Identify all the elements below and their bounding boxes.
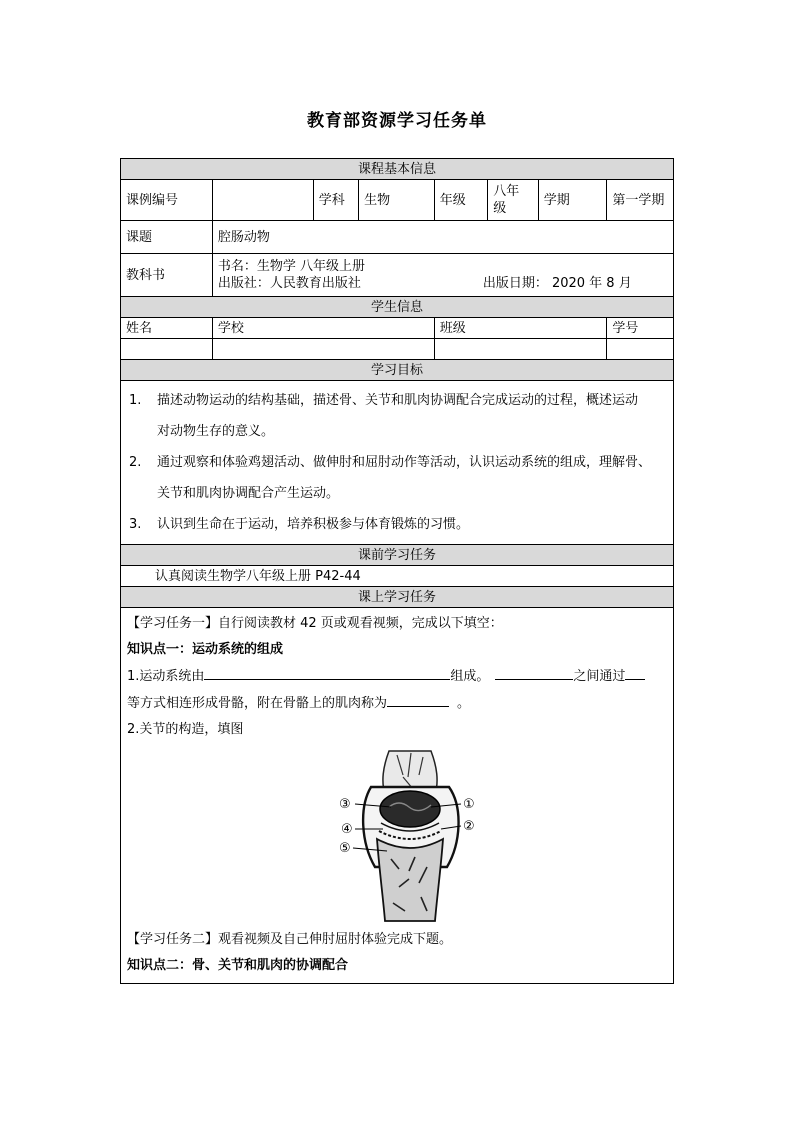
- q1-blank-1[interactable]: [204, 663, 450, 680]
- term-value-text: 第一学期: [612, 192, 665, 208]
- joint-figure: [127, 747, 667, 925]
- grade-value-text: 八年级: [493, 184, 520, 216]
- term-value: [607, 180, 674, 221]
- pre-class-header: 课前学习任务: [121, 545, 674, 566]
- grade-value: [488, 180, 538, 221]
- q1-blank-3[interactable]: [625, 663, 645, 680]
- in-class-header-row: [121, 587, 674, 608]
- textbook-label: 教科书: [121, 254, 213, 297]
- textbook-value: [212, 254, 673, 297]
- page-title: 教育部资源学习任务单: [307, 111, 487, 131]
- label-4: ④: [341, 822, 353, 837]
- pre-class-row: [121, 566, 674, 587]
- q1-text-b: 组成。: [450, 669, 490, 684]
- goal-text: [157, 447, 651, 509]
- pub-date: 出版日期： 2020 年 8 月: [482, 276, 632, 291]
- publisher-line: [218, 275, 668, 292]
- student-class-label: 班级: [434, 318, 607, 339]
- task1-heading: 【学习任务一】自行阅读教材 42 页或观看视频，完成以下填空：: [127, 616, 503, 631]
- course-info-header: 课程基本信息: [121, 159, 674, 180]
- textbook-row: [121, 254, 674, 297]
- student-id-field[interactable]: [607, 339, 674, 360]
- question-1-line-1: [127, 663, 667, 690]
- goal-line: 通过观察和体验鸡翅活动、做伸肘和屈肘动作等活动，认识运动系统的组成，理解骨、: [157, 455, 652, 470]
- q1-text-e: 。: [457, 696, 471, 711]
- student-info-columns-row: [121, 318, 674, 339]
- question-1-line-2: [127, 690, 667, 717]
- goal-text: [157, 385, 638, 447]
- lesson-id-value[interactable]: [212, 180, 313, 221]
- goal-item: [129, 509, 665, 540]
- goal-line: 描述动物运动的结构基础，描述骨、关节和肌肉协调配合完成运动的过程，概述运动: [157, 393, 639, 408]
- in-class-header: 课上学习任务: [121, 587, 674, 608]
- q1-text-a: 1.运动系统由: [127, 669, 205, 684]
- student-name-field[interactable]: [121, 339, 213, 360]
- goal-number: 2.: [129, 455, 142, 470]
- joint-structure-diagram: [323, 747, 493, 923]
- topic-label: 课题: [121, 221, 213, 254]
- goal-item: [129, 385, 665, 447]
- label-3: ③: [339, 797, 351, 812]
- student-school-field[interactable]: [212, 339, 434, 360]
- q1-blank-2[interactable]: [495, 663, 573, 680]
- label-1: ①: [463, 797, 475, 812]
- student-school-label: 学校: [212, 318, 434, 339]
- student-id-label: 学号: [607, 318, 674, 339]
- term-label: 学期: [538, 180, 607, 221]
- publisher: 出版社：人民教育出版社: [217, 276, 361, 291]
- goals-header-row: [121, 360, 674, 381]
- knowledge-point-2: 知识点二：骨、关节和肌肉的协调配合: [127, 958, 349, 973]
- subject-value: 生物: [359, 180, 435, 221]
- grade-label: 年级: [434, 180, 487, 221]
- question-2: 2.关节的构造，填图: [127, 722, 244, 737]
- q1-text-d: 等方式相连形成骨骼，附在骨骼上的肌肉称为: [127, 696, 388, 711]
- student-info-values-row: [121, 339, 674, 360]
- goal-line: 对动物生存的意义。: [157, 424, 275, 439]
- student-info-header: 学生信息: [121, 297, 674, 318]
- task-sheet-table: [120, 158, 674, 984]
- goal-number: 3.: [129, 517, 142, 532]
- goals-header: 学习目标: [121, 360, 674, 381]
- q1-blank-4[interactable]: [387, 690, 449, 707]
- in-class-cell: [121, 608, 674, 984]
- goal-line: 关节和肌肉协调配合产生运动。: [157, 486, 340, 501]
- subject-label: 学科: [313, 180, 358, 221]
- topic-row: [121, 221, 674, 254]
- label-5: ⑤: [339, 841, 351, 856]
- book-name: 书名：生物学 八年级上册: [217, 259, 365, 274]
- task2-heading: 【学习任务二】观看视频及自己伸肘屈肘体验完成下题。: [127, 932, 453, 947]
- student-info-header-row: [121, 297, 674, 318]
- goal-line: 认识到生命在于运动，培养积极参与体育锻炼的习惯。: [157, 517, 470, 532]
- student-class-field[interactable]: [434, 339, 607, 360]
- goals-row: [121, 381, 674, 545]
- goal-item: [129, 447, 665, 509]
- goals-cell: [121, 381, 674, 545]
- course-info-row: [121, 180, 674, 221]
- q1-text-c: 之间通过: [573, 669, 626, 684]
- pre-class-header-row: [121, 545, 674, 566]
- in-class-row: [121, 608, 674, 984]
- label-2: ②: [463, 819, 475, 834]
- student-name-label: 姓名: [121, 318, 213, 339]
- goal-text: [157, 509, 469, 540]
- goal-number: 1.: [129, 393, 142, 408]
- lesson-id-label: 课例编号: [121, 180, 213, 221]
- joint-head: [380, 791, 440, 827]
- topic-value: 腔肠动物: [212, 221, 673, 254]
- pre-class-text: 认真阅读生物学八年级上册 P42-44: [121, 566, 674, 587]
- course-info-header-row: [121, 159, 674, 180]
- knowledge-point-1: 知识点一：运动系统的组成: [127, 642, 284, 657]
